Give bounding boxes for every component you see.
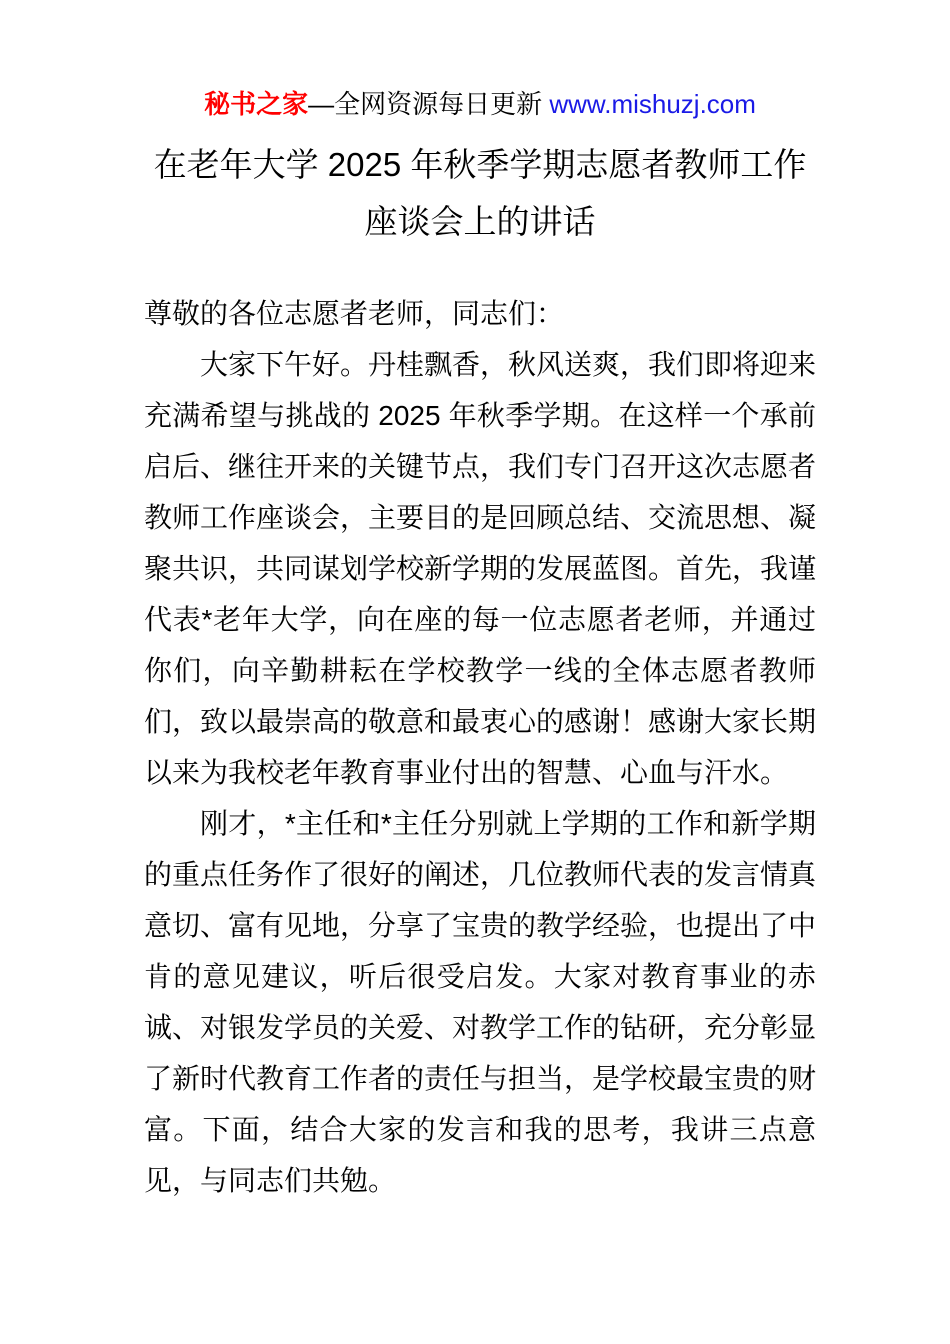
document-title-line2: 座谈会上的讲话 [364, 203, 596, 240]
document-title [144, 136, 816, 250]
document-body [144, 288, 816, 1206]
document-title-line1: 在老年大学 2025 年秋季学期志愿者教师工作 [153, 146, 807, 183]
site-url-link[interactable]: www.mishuzj.com [549, 89, 756, 119]
site-tagline: —全网资源每日更新 [308, 89, 550, 119]
body-paragraph-2: 刚才，*主任和*主任分别就上学期的工作和新学期的重点任务作了很好的阐述，几位教师代表的发言情真意切、富有见地，分享了宝贵的教学经验，也提出了中肯的意见建议，听后很受启发。大家对教育事业的赤诚、对银发学员的关爱、对教学工作的钻研，充分彰显了新时代教育工作者的责任与担当，是学校最宝贵的财富。下面，结合大家的发言和我的思考，我讲三点意见，与同志们共勉。 [144, 808, 817, 1196]
body-paragraph-1: 大家下午好。丹桂飘香，秋风送爽，我们即将迎来充满希望与挑战的 2025 年秋季学期。在这样一个承前启后、继往开来的关键节点，我们专门召开这次志愿者教师工作座谈会，主要目的是回顾总结、交流思想、凝聚共识，共同谋划学校新学期的发展蓝图。首先，我谨代表*老年大学，向在座的每一位志愿者老师，并通过你们，向辛勤耕耘在学校教学一线的全体志愿者教师们，致以最崇高的敬意和最衷心的感谢！感谢大家长期以来为我校老年教育事业付出的智慧、心血与汗水。 [144, 349, 817, 788]
salutation-line: 尊敬的各位志愿者老师，同志们： [144, 298, 565, 329]
site-header [144, 0, 816, 122]
site-brand: 秘书之家 [204, 89, 309, 119]
